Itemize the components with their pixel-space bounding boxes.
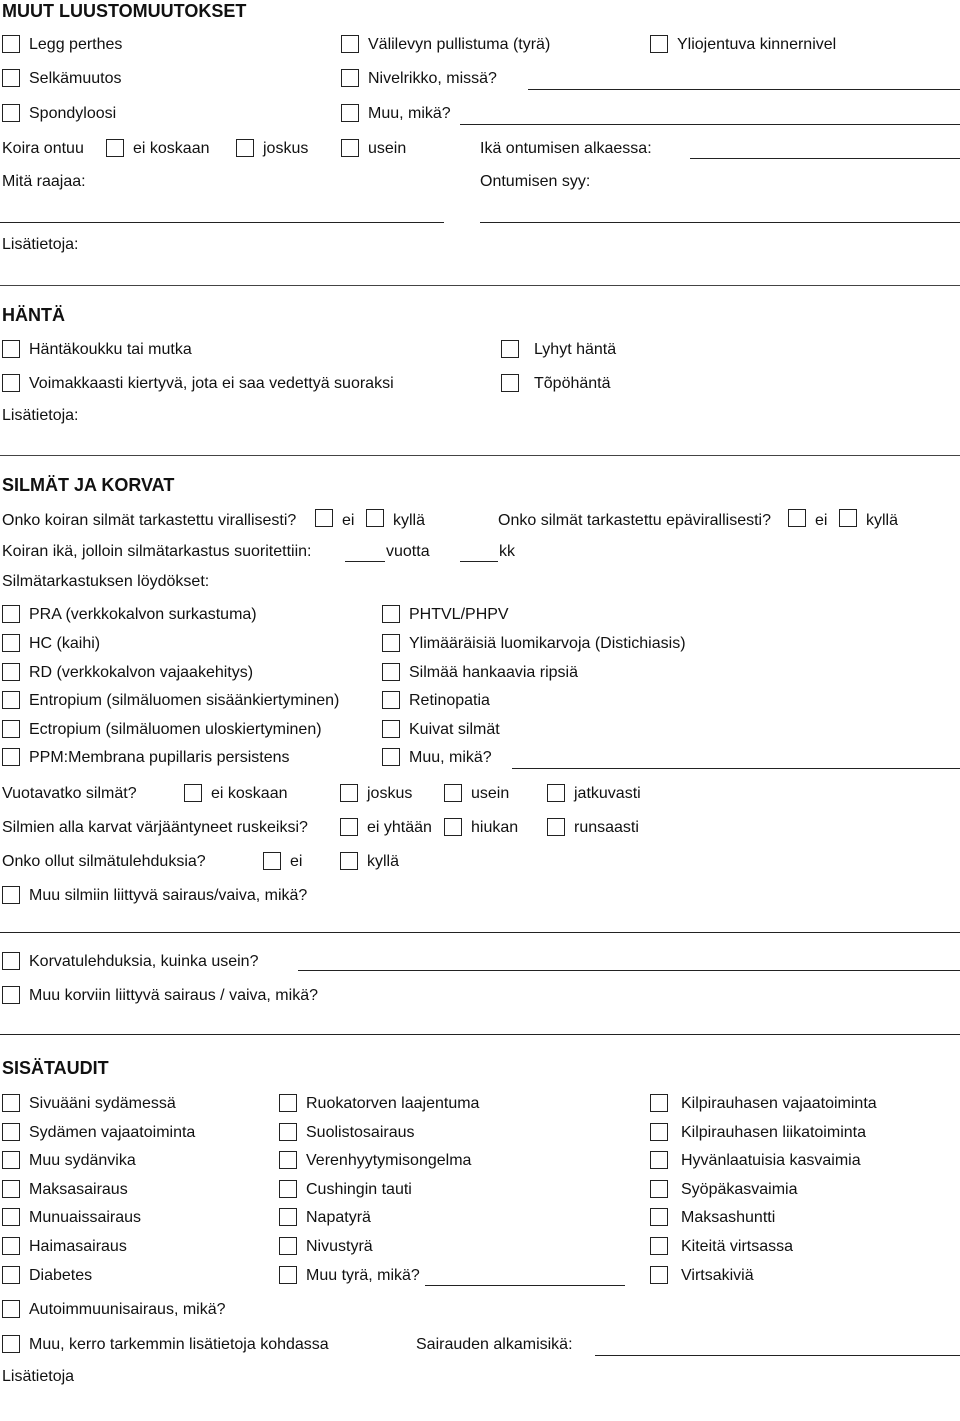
divider-hanta	[0, 455, 960, 456]
checkbox-sisa-col1-4[interactable]	[2, 1208, 20, 1226]
checkbox-sisa-col3-3[interactable]	[650, 1180, 668, 1198]
label-finding-right-5: Muu, mikä?	[409, 749, 492, 766]
label-finding-right-4: Kuivat silmät	[409, 721, 500, 738]
checkbox-luusto-muu[interactable]	[341, 104, 359, 122]
label-finding-left-5: PPM:Membrana pupillaris persistens	[29, 749, 290, 766]
label-ontuu-usein: usein	[368, 140, 407, 157]
checkbox-sisa-col1-0[interactable]	[2, 1094, 20, 1112]
label-finding-right-3: Retinopatia	[409, 692, 490, 709]
label-vuoto-ei-koskaan: ei koskaan	[211, 785, 288, 802]
label-sisa-col2-4: Napatyrä	[306, 1209, 371, 1226]
label-loydokset: Silmätarkastuksen löydökset:	[2, 573, 210, 590]
label-sisa-col3-3: Syöpäkasvaimia	[681, 1181, 798, 1198]
checkbox-vuoto-usein[interactable]	[444, 784, 462, 802]
label-varjaantyneet-hiukan: hiukan	[471, 819, 519, 836]
checkbox-sisa-col2-2[interactable]	[279, 1151, 297, 1169]
label-luusto-lisatietoja: Lisätietoja:	[2, 236, 79, 253]
label-selkamuutos: Selkämuutos	[29, 70, 122, 87]
section-title-silmat: SILMÄT JA KORVAT	[2, 475, 175, 495]
label-muu-korviin: Muu korviin liittyvä sairaus / vaiva, mikä?	[29, 987, 318, 1004]
checkbox-vuoto-jatkuvasti[interactable]	[547, 784, 565, 802]
checkbox-virallisesti-kylla[interactable]	[366, 509, 384, 527]
label-finding-right-1: Ylimääräisiä luomikarvoja (Distichiasis)	[409, 635, 686, 652]
label-epavirallisesti: Onko silmät tarkastettu epävirallisesti?	[498, 512, 771, 529]
label-virallisesti-ei: ei	[342, 512, 355, 529]
checkbox-ontuu-joskus[interactable]	[236, 139, 254, 157]
label-koira-ontuu: Koira ontuu	[2, 140, 84, 157]
label-finding-left-4: Ectropium (silmäluomen uloskiertyminen)	[29, 721, 322, 738]
section-title-sisataudit: SISÄTAUDIT	[2, 1058, 109, 1078]
checkbox-ontuu-usein[interactable]	[341, 139, 359, 157]
label-muu-silmiin: Muu silmiin liittyvä sairaus/vaiva, mikä?	[29, 887, 308, 904]
checkbox-selkamuutos[interactable]	[2, 69, 20, 87]
input-line-vuotta[interactable]	[345, 561, 385, 562]
label-sisa-col2-2: Verenhyytymisongelma	[306, 1152, 472, 1169]
label-yliojentuva: Yliojentuva kinnernivel	[677, 36, 837, 53]
checkbox-sisa-col2-3[interactable]	[279, 1180, 297, 1198]
input-line-luusto-muu[interactable]	[460, 124, 960, 125]
label-topohanta: Tõpöhäntä	[534, 375, 611, 392]
input-line-muu-tyra[interactable]	[425, 1285, 625, 1286]
checkbox-finding-right-5[interactable]	[382, 748, 400, 766]
label-silmien-alla: Silmien alla karvat värjääntyneet ruskeiksi?	[2, 819, 308, 836]
label-virallisesti: Onko koiran silmät tarkastettu virallisesti?	[2, 512, 297, 529]
checkbox-muu-kerro[interactable]	[2, 1335, 20, 1353]
label-sisa-col2-0: Ruokatorven laajentuma	[306, 1095, 480, 1112]
checkbox-finding-right-4[interactable]	[382, 720, 400, 738]
input-line-korvatulehduksia[interactable]	[298, 970, 960, 971]
label-vuoto-jatkuvasti: jatkuvasti	[574, 785, 641, 802]
checkbox-virallisesti-ei[interactable]	[315, 509, 333, 527]
checkbox-muu-silmiin[interactable]	[2, 886, 20, 904]
checkbox-sisa-col2-5[interactable]	[279, 1237, 297, 1255]
label-sisa-lisatietoja: Lisätietoja	[2, 1368, 75, 1385]
checkbox-finding-left-0[interactable]	[2, 605, 20, 623]
label-sisa-col3-1: Kilpirauhasen liikatoiminta	[681, 1124, 866, 1141]
label-luusto-muu: Muu, mikä?	[368, 105, 451, 122]
checkbox-vuoto-ei-koskaan[interactable]	[184, 784, 202, 802]
checkbox-sisa-col2-6[interactable]	[279, 1266, 297, 1284]
label-sisa-col1-2: Muu sydänvika	[29, 1152, 136, 1169]
label-sisa-col3-4: Maksashuntti	[681, 1209, 776, 1226]
label-ontuu-ei-koskaan: ei koskaan	[133, 140, 210, 157]
label-vuoto-joskus: joskus	[367, 785, 413, 802]
label-sisa-col3-0: Kilpirauhasen vajaatoiminta	[681, 1095, 877, 1112]
checkbox-muu-korviin[interactable]	[2, 986, 20, 1004]
label-varjaantyneet-runsaasti: runsaasti	[574, 819, 639, 836]
label-epavirallisesti-ei: ei	[815, 512, 828, 529]
checkbox-tulehdus-ei[interactable]	[263, 852, 281, 870]
label-korvatulehduksia: Korvatulehduksia, kuinka usein?	[29, 953, 259, 970]
checkbox-ontuu-ei-koskaan[interactable]	[106, 139, 124, 157]
label-finding-right-2: Silmää hankaavia ripsiä	[409, 664, 578, 681]
input-line-kk[interactable]	[460, 561, 498, 562]
checkbox-sisa-col1-1[interactable]	[2, 1123, 20, 1141]
checkbox-lyhyt-hanta[interactable]	[501, 340, 519, 358]
divider-silmat	[0, 1034, 960, 1035]
checkbox-tulehdus-kylla[interactable]	[340, 852, 358, 870]
input-line-muu-silmiin[interactable]	[0, 932, 960, 933]
label-sisa-col3-5: Kiteitä virtsassa	[681, 1238, 794, 1255]
checkbox-legg-perthes[interactable]	[2, 35, 20, 53]
section-title-hanta: HÄNTÄ	[2, 305, 65, 325]
label-virallisesti-kylla: kyllä	[393, 512, 426, 529]
checkbox-finding-left-4[interactable]	[2, 720, 20, 738]
checkbox-finding-right-2[interactable]	[382, 663, 400, 681]
label-sisa-col1-3: Maksasairaus	[29, 1181, 128, 1198]
checkbox-epavirallisesti-kylla[interactable]	[839, 509, 857, 527]
label-sisa-col2-1: Suolistosairaus	[306, 1124, 415, 1141]
checkbox-sisa-col1-6[interactable]	[2, 1266, 20, 1284]
label-vuotavatko: Vuotavatko silmät?	[2, 785, 137, 802]
checkbox-korvatulehduksia[interactable]	[2, 952, 20, 970]
label-ontuu-joskus: joskus	[263, 140, 309, 157]
checkbox-finding-left-2[interactable]	[2, 663, 20, 681]
label-valilevyn: Välilevyn pullistuma (tyrä)	[368, 36, 551, 53]
section-title-luusto: MUUT LUUSTOMUUTOKSET	[2, 1, 247, 21]
label-vuoto-usein: usein	[471, 785, 510, 802]
checkbox-voimakkaasti[interactable]	[2, 374, 20, 392]
divider-luusto	[0, 285, 960, 286]
label-finding-left-2: RD (verkkokalvon vajaakehitys)	[29, 664, 254, 681]
checkbox-spondyloosi[interactable]	[2, 104, 20, 122]
label-sisa-col3-6: Virtsakiviä	[681, 1267, 754, 1284]
label-finding-right-0: PHTVL/PHPV	[409, 606, 509, 623]
label-koiran-ika: Koiran ikä, jolloin silmätarkastus suoritettiin:	[2, 543, 312, 560]
label-sisa-col1-4: Munuaissairaus	[29, 1209, 142, 1226]
label-nivelrikko: Nivelrikko, missä?	[368, 70, 497, 87]
label-finding-left-1: HC (kaihi)	[29, 635, 101, 652]
label-sisa-col1-1: Sydämen vajaatoiminta	[29, 1124, 196, 1141]
label-sisa-col1-0: Sivuääni sydämessä	[29, 1095, 176, 1112]
checkbox-sisa-col1-2[interactable]	[2, 1151, 20, 1169]
label-spondyloosi: Spondyloosi	[29, 105, 117, 122]
checkbox-yliojentuva[interactable]	[650, 35, 668, 53]
checkbox-sisa-col1-5[interactable]	[2, 1237, 20, 1255]
label-kk: kk	[499, 543, 515, 560]
checkbox-vuoto-joskus[interactable]	[340, 784, 358, 802]
checkbox-sisa-col1-3[interactable]	[2, 1180, 20, 1198]
label-mita-raajaa: Mitä raajaa:	[2, 173, 86, 190]
label-sisa-col2-6: Muu tyrä, mikä?	[306, 1267, 420, 1284]
label-sisa-col1-5: Haimasairaus	[29, 1238, 127, 1255]
checkbox-autoimmuuni[interactable]	[2, 1300, 20, 1318]
checkbox-finding-left-1[interactable]	[2, 634, 20, 652]
label-tulehdus-ei: ei	[290, 853, 303, 870]
checkbox-finding-right-0[interactable]	[382, 605, 400, 623]
label-voimakkaasti: Voimakkaasti kiertyvä, jota ei saa vedettyä suoraksi	[29, 375, 394, 392]
checkbox-sisa-col3-1[interactable]	[650, 1123, 668, 1141]
label-sisa-col3-2: Hyvänlaatuisia kasvaimia	[681, 1152, 861, 1169]
label-ontumisen-syy: Ontumisen syy:	[480, 173, 591, 190]
checkbox-valilevyn[interactable]	[341, 35, 359, 53]
label-lyhyt-hanta: Lyhyt häntä	[534, 341, 617, 358]
label-ika-ontumisen: Ikä ontumisen alkaessa:	[480, 140, 652, 157]
checkbox-varjaantyneet-runsaasti[interactable]	[547, 818, 565, 836]
label-vuotta: vuotta	[386, 543, 430, 560]
label-finding-left-3: Entropium (silmäluomen sisäänkiertyminen)	[29, 692, 340, 709]
checkbox-sisa-col3-5[interactable]	[650, 1237, 668, 1255]
checkbox-epavirallisesti-ei[interactable]	[788, 509, 806, 527]
checkbox-sisa-col3-0[interactable]	[650, 1094, 668, 1112]
input-line-finding-muu[interactable]	[512, 768, 960, 769]
label-sisa-col1-6: Diabetes	[29, 1267, 93, 1284]
label-tulehdus-kylla: kyllä	[367, 853, 400, 870]
checkbox-finding-right-1[interactable]	[382, 634, 400, 652]
label-sisa-col2-5: Nivustyrä	[306, 1238, 373, 1255]
label-autoimmuuni: Autoimmuunisairaus, mikä?	[29, 1301, 226, 1318]
input-line-alkamisika[interactable]	[595, 1355, 960, 1356]
checkbox-sisa-col2-1[interactable]	[279, 1123, 297, 1141]
checkbox-hantakoukku[interactable]	[2, 340, 20, 358]
checkbox-sisa-col3-6[interactable]	[650, 1266, 668, 1284]
checkbox-sisa-col3-4[interactable]	[650, 1208, 668, 1226]
label-epavirallisesti-kylla: kyllä	[866, 512, 899, 529]
checkbox-sisa-col2-4[interactable]	[279, 1208, 297, 1226]
label-sisa-col2-3: Cushingin tauti	[306, 1181, 412, 1198]
label-hanta-lisatietoja: Lisätietoja:	[2, 407, 79, 424]
label-silmatulehduksia: Onko ollut silmätulehduksia?	[2, 853, 206, 870]
label-legg-perthes: Legg perthes	[29, 36, 123, 53]
label-varjaantyneet-ei-yhtaan: ei yhtään	[367, 819, 432, 836]
checkbox-topohanta[interactable]	[501, 374, 519, 392]
checkbox-finding-left-5[interactable]	[2, 748, 20, 766]
checkbox-finding-left-3[interactable]	[2, 691, 20, 709]
checkbox-nivelrikko[interactable]	[341, 69, 359, 87]
input-line-ontumisen-syy[interactable]	[480, 222, 960, 223]
checkbox-varjaantyneet-hiukan[interactable]	[444, 818, 462, 836]
checkbox-sisa-col2-0[interactable]	[279, 1094, 297, 1112]
input-line-mita-raajaa[interactable]	[0, 222, 444, 223]
input-line-ika-ontumisen[interactable]	[690, 158, 960, 159]
input-line-nivelrikko[interactable]	[528, 89, 960, 90]
checkbox-varjaantyneet-ei-yhtaan[interactable]	[340, 818, 358, 836]
label-hantakoukku: Häntäkoukku tai mutka	[29, 341, 192, 358]
label-sairauden-alkamisika: Sairauden alkamisikä:	[416, 1336, 573, 1353]
label-muu-kerro: Muu, kerro tarkemmin lisätietoja kohdassa	[29, 1336, 329, 1353]
checkbox-finding-right-3[interactable]	[382, 691, 400, 709]
label-finding-left-0: PRA (verkkokalvon surkastuma)	[29, 606, 257, 623]
checkbox-sisa-col3-2[interactable]	[650, 1151, 668, 1169]
